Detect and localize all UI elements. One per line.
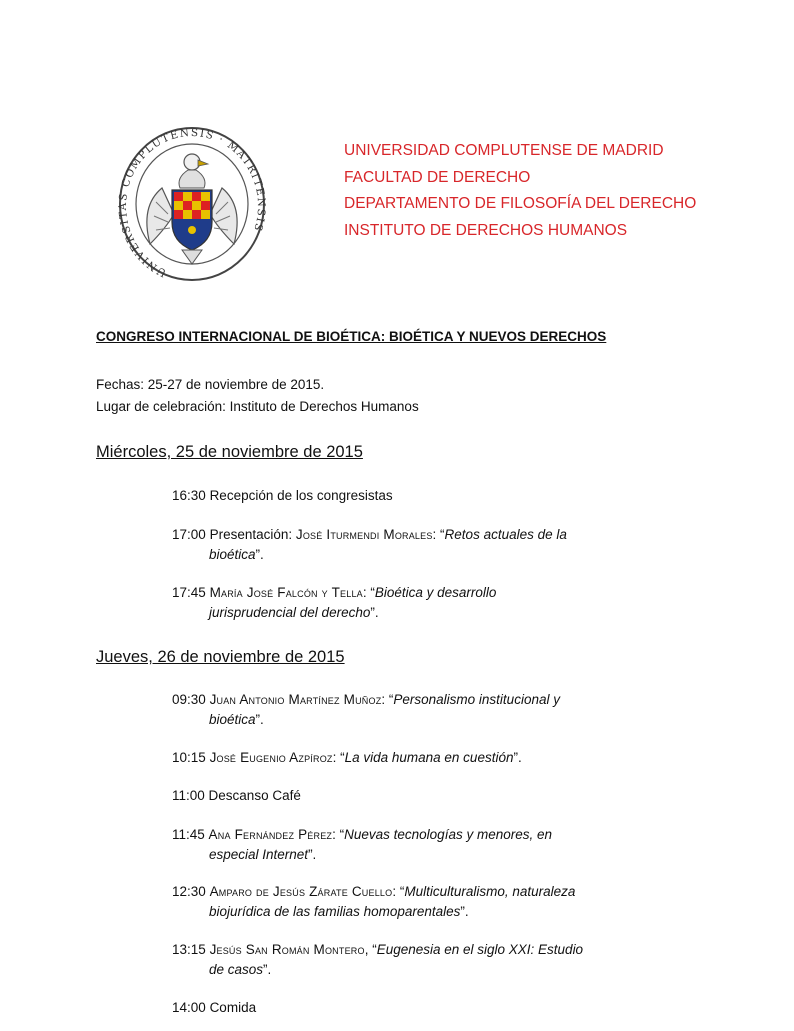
schedule-item xyxy=(172,525,622,565)
institute-name: INSTITUTO DE DERECHOS HUMANOS xyxy=(344,221,628,239)
item-text: Comida xyxy=(209,1000,257,1015)
schedule-item xyxy=(172,786,622,806)
item-talk-title-cont: biojurídica de las familias homoparentales xyxy=(209,904,461,919)
item-text: Descanso Café xyxy=(208,788,301,803)
item-time: 17:00 xyxy=(172,527,206,542)
item-text: Presentación: xyxy=(209,527,296,542)
item-speaker: Ana Fernández Pérez xyxy=(208,827,333,842)
item-talk-title: Eugenesia en el siglo XXI: Estudio xyxy=(376,942,584,957)
congress-venue: Lugar de celebración: Instituto de Derechos Humanos xyxy=(96,399,419,414)
faculty-name: FACULTAD DE DERECHO xyxy=(344,168,531,186)
item-punct-end: ”. xyxy=(255,547,264,562)
item-time: 11:00 xyxy=(172,788,205,803)
item-talk-title: La vida humana en cuestión xyxy=(344,750,514,765)
schedule-item xyxy=(172,882,622,922)
item-time: 09:30 xyxy=(172,692,206,707)
item-talk-title-cont: especial Internet xyxy=(209,847,309,862)
congress-dates: Fechas: 25-27 de noviembre de 2015. xyxy=(96,377,325,392)
institution-header xyxy=(344,138,696,244)
item-punct-end: ”. xyxy=(263,962,272,977)
item-speaker: Juan Antonio Martínez Muñoz xyxy=(209,692,382,707)
item-time: 13:15 xyxy=(172,942,206,957)
congress-title: CONGRESO INTERNACIONAL DE BIOÉTICA: BIOÉTICA Y NUEVOS DERECHOS xyxy=(96,329,607,344)
congress-info xyxy=(96,374,419,418)
item-talk-title-cont: bioética xyxy=(209,712,256,727)
item-speaker: José Eugenio Azpíroz xyxy=(209,750,333,765)
item-speaker: María José Falcón y Tella xyxy=(209,585,363,600)
day-heading: Miércoles, 25 de noviembre de 2015 xyxy=(96,443,363,461)
item-talk-title-cont: de casos xyxy=(209,962,264,977)
university-seal-logo xyxy=(116,118,268,284)
item-speaker: José Iturmendi Morales xyxy=(295,527,433,542)
item-speaker: Jesús San Román Montero xyxy=(209,942,365,957)
item-punct-end: ”. xyxy=(308,847,317,862)
schedule-item xyxy=(172,748,622,768)
item-talk-title: Retos actuales de la xyxy=(444,527,567,542)
department-name: DEPARTAMENTO DE FILOSOFÍA DEL DERECHO xyxy=(344,195,697,212)
item-speaker: Amparo de Jesús Zárate Cuello xyxy=(209,884,393,899)
item-time: 14:00 xyxy=(172,1000,206,1015)
item-text: Recepción de los congresistas xyxy=(209,488,393,503)
schedule-item xyxy=(172,825,622,865)
item-talk-title-cont: bioética xyxy=(209,547,256,562)
item-punct: , “ xyxy=(364,942,377,957)
item-time: 10:15 xyxy=(172,750,206,765)
item-talk-title: Nuevas tecnologías y menores, en xyxy=(344,827,552,842)
item-time: 11:45 xyxy=(172,827,205,842)
item-punct-end: ”. xyxy=(255,712,264,727)
schedule-item xyxy=(172,690,622,730)
day-heading: Jueves, 26 de noviembre de 2015 xyxy=(96,648,345,666)
item-punct-end: ”. xyxy=(513,750,522,765)
item-punct: : “ xyxy=(362,585,375,600)
item-talk-title: Multiculturalismo, naturaleza xyxy=(404,884,576,899)
item-talk-title: Personalismo institucional y xyxy=(393,692,560,707)
item-punct: : “ xyxy=(381,692,394,707)
item-punct: : “ xyxy=(332,827,345,842)
item-punct-end: ”. xyxy=(370,605,379,620)
item-time: 12:30 xyxy=(172,884,206,899)
university-name: UNIVERSIDAD COMPLUTENSE DE MADRID xyxy=(344,142,664,159)
item-punct: : “ xyxy=(432,527,445,542)
schedule-item xyxy=(172,998,622,1018)
item-talk-title-cont: jurisprudencial del derecho xyxy=(209,605,371,620)
item-punct: : “ xyxy=(332,750,345,765)
item-time: 16:30 xyxy=(172,488,206,503)
schedule-item xyxy=(172,940,622,980)
item-talk-title: Bioética y desarrollo xyxy=(374,585,497,600)
svg-text:UNIVERSITAS COMPLUTENSIS · MAT: UNIVERSITAS COMPLUTENSIS · MATRITENSIS xyxy=(117,126,268,279)
item-punct: : “ xyxy=(392,884,405,899)
item-punct-end: ”. xyxy=(460,904,469,919)
schedule-item xyxy=(172,583,622,623)
item-time: 17:45 xyxy=(172,585,206,600)
schedule-item xyxy=(172,486,622,506)
